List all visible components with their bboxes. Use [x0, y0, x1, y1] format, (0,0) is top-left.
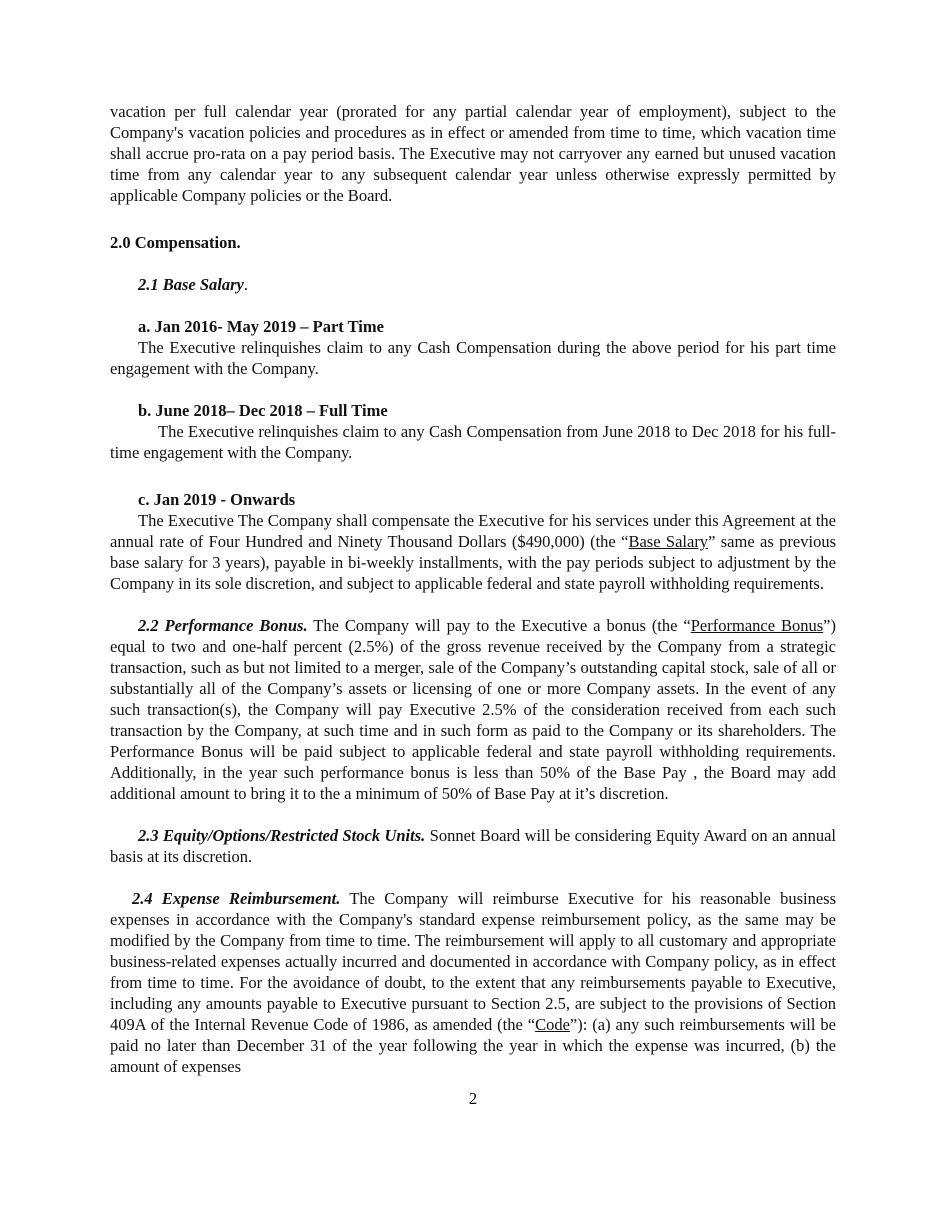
- text-run: The Company will pay to the Executive a bonus (the “: [307, 616, 691, 635]
- heading-a-part-time: [138, 316, 836, 337]
- text-run: Sonnet Board will be considering Equity Award on an annual basis at its discretion.: [110, 826, 836, 866]
- text-run: b. June 2018– Dec 2018 – Full Time: [138, 401, 388, 420]
- text-run: The Company will reimburse Executive for his reasonable business expenses in accordance with the Company's standard expense reimbursement policy, as the same may be modified by the Company from time to time. The reimbursement will apply to all customary and appropriate business-related expenses actually incurred and documented in accordance with Company policy, as in effect from time to time. For the avoidance of doubt, to the extent that any reimbursements payable to Executive, including any amounts payable to Executive pursuant to Section 2.5, are subject to the provisions of Section 409A of the Internal Revenue Code of 1986, as amended (the “: [110, 889, 837, 1034]
- text-run: c. Jan 2019 - Onwards: [138, 490, 296, 509]
- text-run: Performance Bonus: [690, 616, 824, 635]
- text-run: vacation per full calendar year (prorated for any partial calendar year of employment), subject to the Company's vacation policies and procedures as in effect or amended from time to time, which vacation time shall accrue pro-rata on a pay period basis. The Executive may not carryover any earned but unused vacation time from any calendar year to any subsequent calendar year unless otherwise expressly permitted by applicable Company policies or the Board.: [110, 102, 836, 205]
- heading-b-full-time: [138, 400, 836, 421]
- paragraph-a-part-time: [110, 337, 836, 379]
- text-run: 2.1 Base Salary: [138, 275, 244, 294]
- heading-2-0-compensation: [110, 232, 836, 253]
- text-run: ”): (a) any such reimbursements will be paid no later than December 31 of the year following the year in which the expense was incurred, (b) the amount of expenses: [110, 1015, 836, 1076]
- paragraph-c-base-salary: [110, 510, 836, 594]
- text-run: ” same as previous base salary for 3 years), payable in bi-weekly installments, with the pay periods subject to adjustment by the Company in its sole discretion, and subject to applicable federal and state payroll withholding requirements.: [110, 532, 836, 593]
- paragraph-2-3-equity: [110, 825, 836, 867]
- text-run: Base Salary: [628, 532, 709, 551]
- paragraph-b-full-time: [110, 421, 836, 463]
- text-run: 2.2 Performance Bonus.: [138, 616, 308, 635]
- heading-c-onwards: [138, 489, 836, 510]
- text-run: The Executive relinquishes claim to any Cash Compensation from June 2018 to Dec 2018 for his full-time engagement with the Company.: [110, 422, 836, 462]
- text-run: The Executive relinquishes claim to any Cash Compensation during the above period for his part time engagement with the Company.: [110, 338, 836, 378]
- text-run: a. Jan 2016- May 2019 – Part Time: [138, 317, 384, 336]
- text-run: Code: [535, 1015, 570, 1034]
- paragraph-vacation-policy: [110, 101, 836, 206]
- text-run: 2.4 Expense Reimbursement.: [132, 889, 341, 908]
- paragraph-2-2-performance-bonus: [110, 615, 836, 804]
- text-run: 2.0 Compensation.: [110, 233, 241, 252]
- text-run: ”) equal to two and one-half percent (2.5%) of the gross revenue received by the Company from a strategic transaction, such as but not limited to a merger, sale of the Company’s outstanding capital stock, sale of all or substantially all of the Company’s assets or licensing of one or more Company assets. In the event of any such transaction(s), the Company will pay Executive 2.5% of the consideration received from each such transaction by the Company, at such time and in such form as paid to the Company or its shareholders. The Performance Bonus will be paid subject to applicable federal and state payroll withholding requirements. Additionally, in the year such performance bonus is less than 50% of the Base Pay , the Board may add additional amount to bring it to the a minimum of 50% of Base Pay at it’s discretion.: [110, 616, 836, 803]
- text-run: .: [243, 275, 249, 294]
- page-number: 2: [468, 1089, 478, 1108]
- heading-2-1-base-salary: [138, 274, 836, 295]
- text-run: 2.3 Equity/Options/Restricted Stock Units.: [138, 826, 426, 845]
- text-run: The Executive The Company shall compensate the Executive for his services under this Agreement at the annual rate of Four Hundred and Ninety Thousand Dollars ($490,000) (the “: [110, 511, 836, 551]
- paragraph-2-4-expense-reimbursement: [110, 888, 836, 1077]
